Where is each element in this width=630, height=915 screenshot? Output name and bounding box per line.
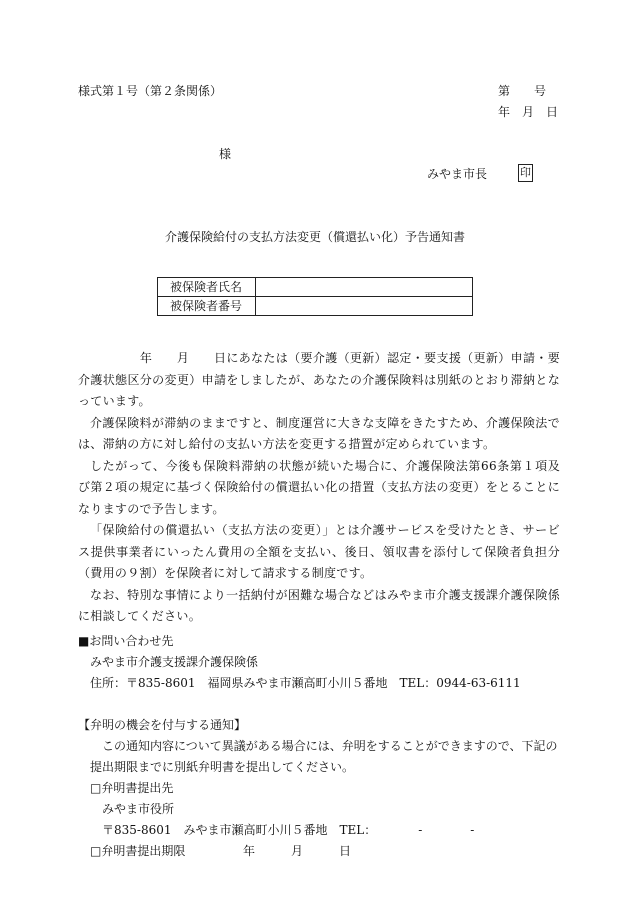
addressee-suffix: 様 (219, 147, 232, 161)
insured-number-label: 被保険者番号 (158, 297, 256, 316)
submit-to-label: □弁明書提出先 (90, 781, 174, 795)
appeal-text-line-2: 提出期限までに別紙弁明書を提出してください。 (90, 760, 355, 774)
table-row (158, 278, 473, 297)
inquiry-section (78, 634, 521, 697)
inquiry-office: みやま市介護支援課介護保険係 (90, 655, 259, 669)
seal-mark: 印 (518, 164, 533, 182)
insured-info-table (157, 277, 473, 316)
appeal-section (78, 715, 558, 862)
form-number: 様式第１号（第２条関係） (78, 84, 223, 98)
appeal-heading: 【弁明の機会を付与する通知】 (78, 718, 247, 732)
insured-name-field[interactable] (256, 278, 473, 297)
deadline-label: □弁明書提出期限 (90, 844, 186, 858)
date-blank-lead (78, 351, 140, 365)
insured-number-field[interactable] (256, 297, 473, 316)
body-paragraph-5: なお、特別な事情により一括納付が困難な場合などはみやま市介護支援課介護保険係に相談してください。 (78, 587, 560, 623)
body-paragraph-4: 「保険給付の償還払い（支払方法の変更）」とは介護サービスを受けたとき、サービス提供事業者にいったん費用の全額を支払い、後日、領収書を添付して保険者負担分（費用の９割）を保険者に対して請求する制度です。 (78, 523, 560, 580)
sender-mayor: みやま市長 (427, 167, 488, 181)
submit-to-address: 〒835-8601 みやま市瀬高町小川５番地 TEL： - - (102, 823, 475, 837)
body-paragraph-2: 介護保険料が滞納のままですと、制度運営に大きな支障をきたすため、介護保険法では、滞納の方に対し給付の支払い方法を変更する措置が定められています。 (78, 415, 560, 451)
deadline-value: 年 月 日 (243, 844, 352, 858)
body-paragraph-1 (78, 348, 560, 413)
inquiry-address: 住所：〒835-8601 福岡県みやま市瀬高町小川５番地 TEL：0944-63-6111 (90, 676, 521, 690)
document-number: 第 号 (498, 84, 547, 98)
document-title: 介護保険給付の支払方法変更（償還払い化）予告通知書 (164, 230, 465, 244)
inquiry-heading: ■お問い合わせ先 (78, 634, 174, 648)
deadline-row (78, 841, 558, 862)
body-paragraph-1-text: 年 月 日にあなたは（要介護（更新）認定・要支援（更新）申請・要介護状態区分の変更）申請をしましたが、あなたの介護保険料は別紙のとおり滞納となっています。 (78, 351, 560, 408)
submit-to-name: みやま市役所 (102, 802, 175, 816)
insured-name-label: 被保険者氏名 (158, 278, 256, 297)
appeal-text-line-1: この通知内容について異議がある場合には、弁明をすることができますので、下記の (102, 739, 558, 753)
body-paragraph-3: したがって、今後も保険料滞納の状態が続いた場合に、介護保険法第66条第１項及び第２項の規定に基づく保険給付の償還払い化の措置（支払方法の変更）をとることになりますので予告します。 (78, 458, 560, 516)
document-date: 年 月 日 (498, 105, 559, 119)
table-row (158, 297, 473, 316)
notice-body (78, 348, 560, 628)
